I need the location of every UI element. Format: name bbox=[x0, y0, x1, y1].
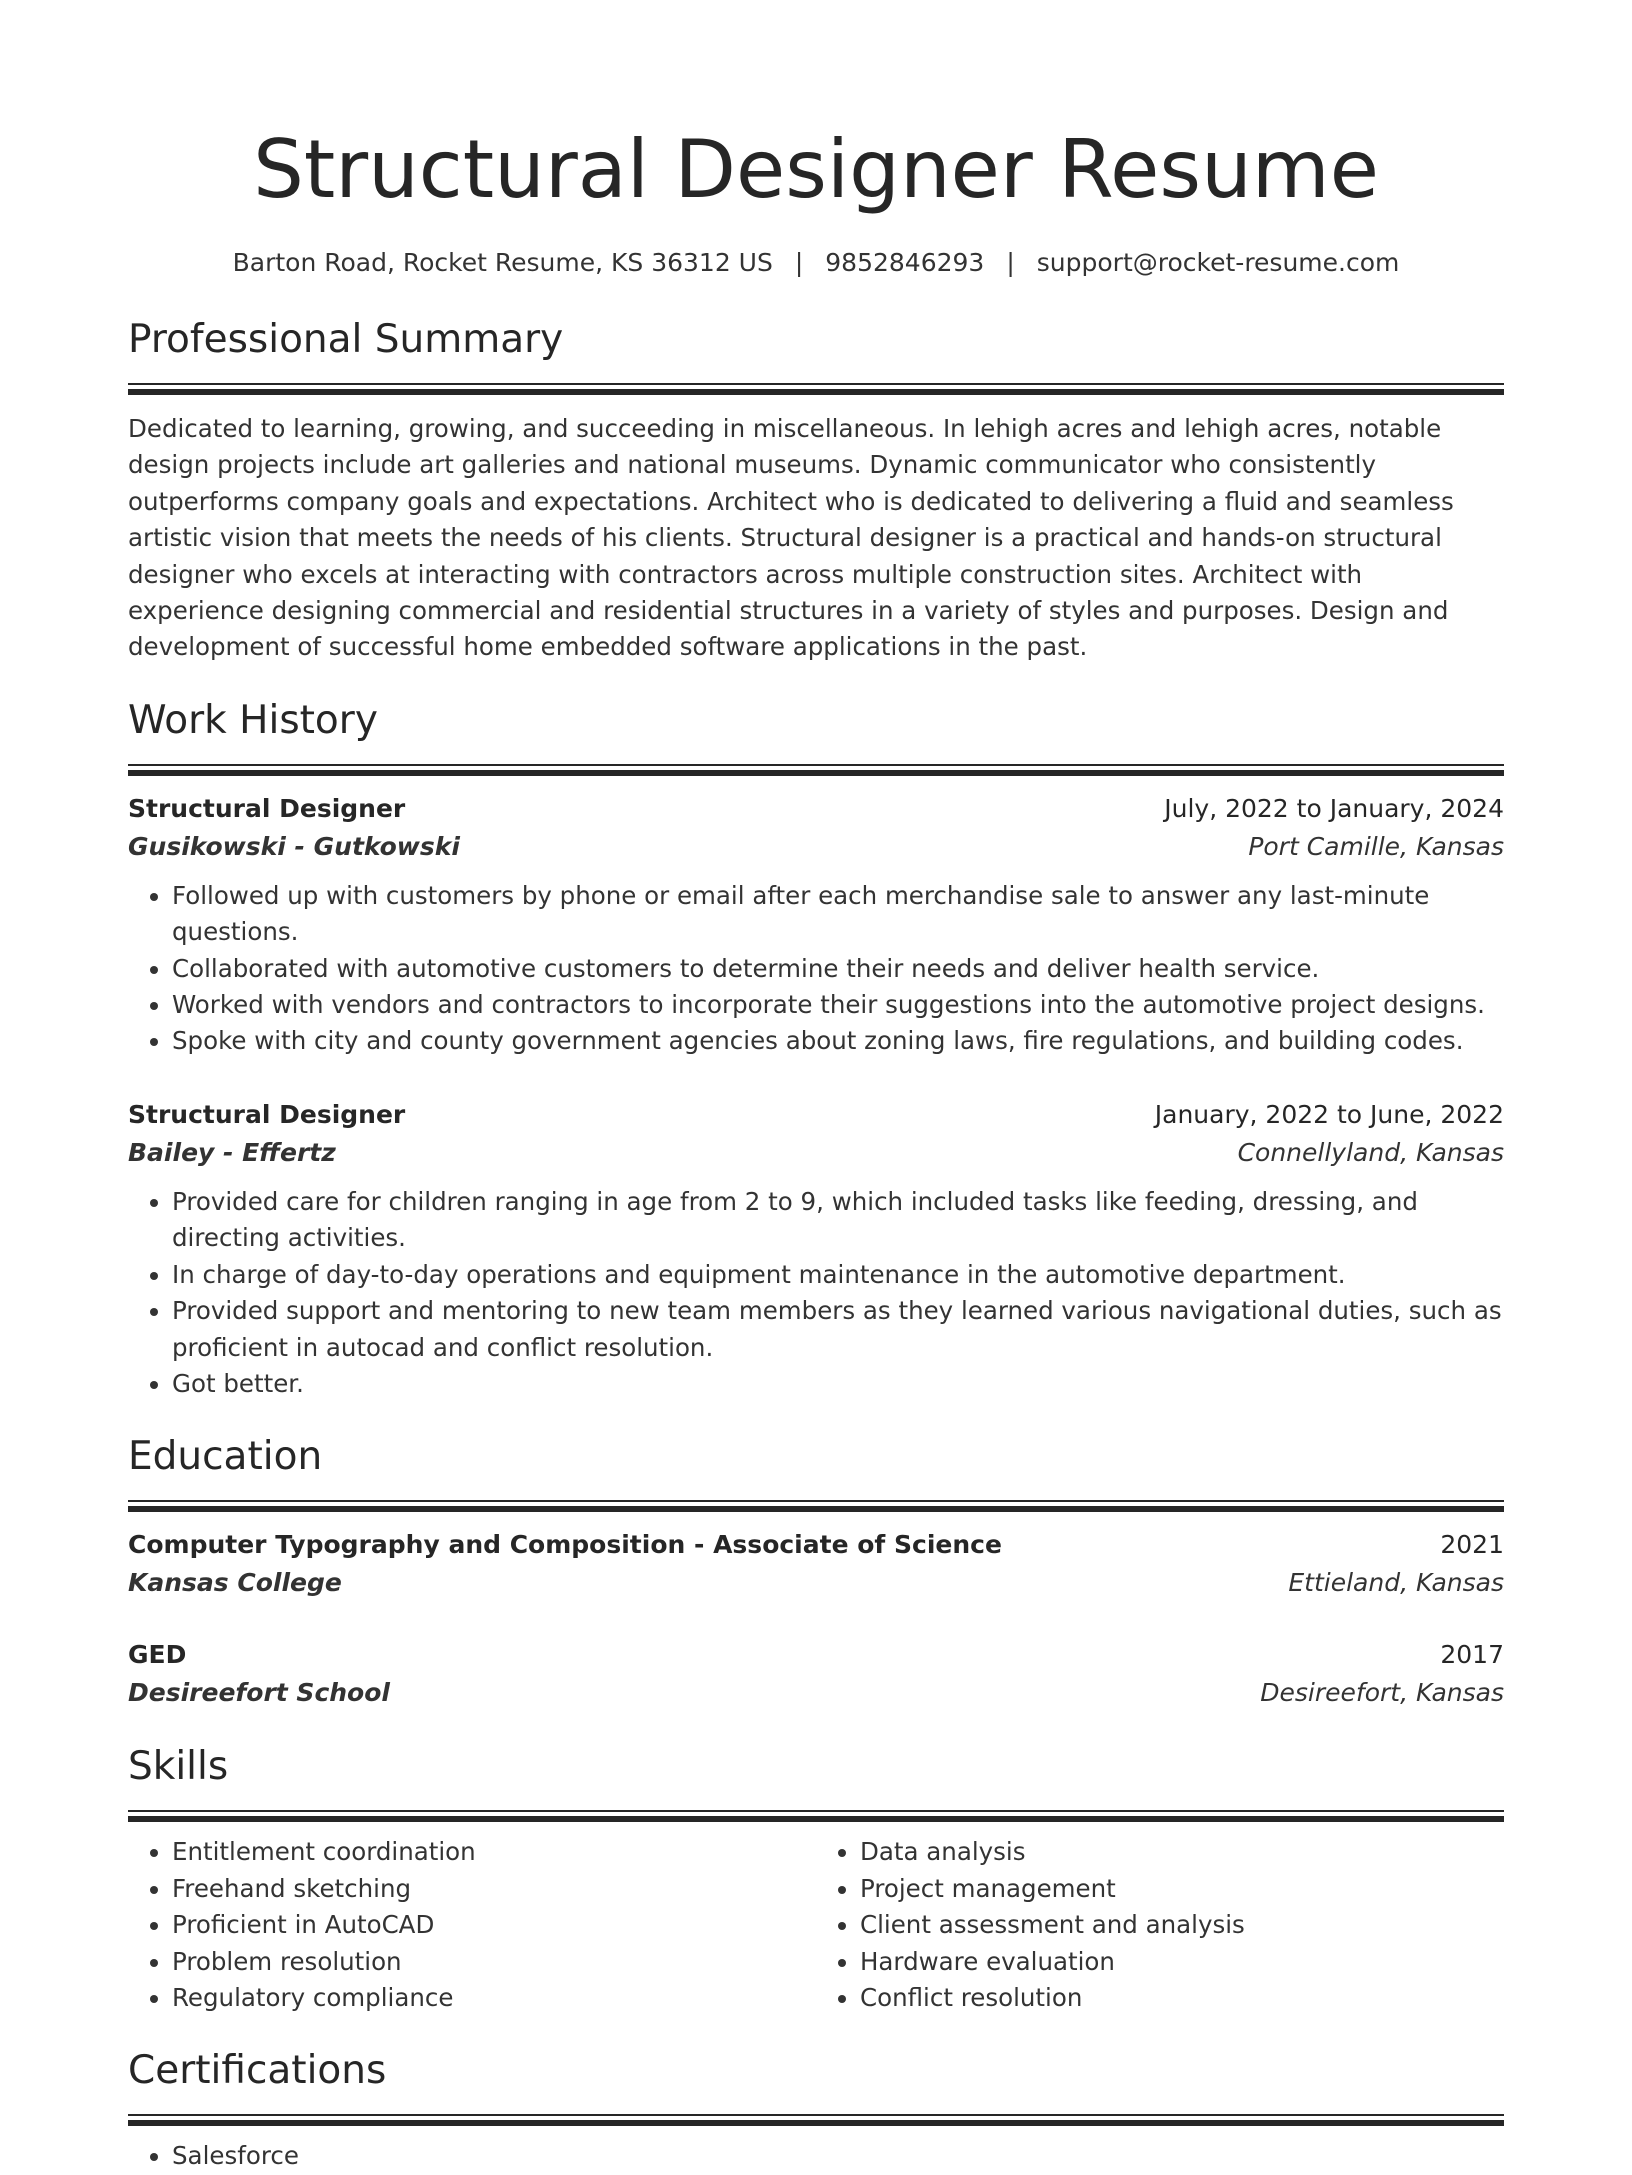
list-item: • Spoke with city and county government agencies about zoning laws, fire regulations, and building codes. bbox=[172, 1023, 1504, 1059]
list-item: • Provided support and mentoring to new team members as they learned various navigational duties, such as proficient in autocad and conflict resolution. bbox=[172, 1293, 1504, 1366]
skills-list-left bbox=[128, 1834, 816, 2016]
section-work-history bbox=[128, 696, 1504, 1402]
school: Kansas College bbox=[128, 1568, 342, 1598]
section-divider bbox=[128, 1810, 1504, 1822]
summary-text: Dedicated to learning, growing, and succeeding in miscellaneous. In lehigh acres and lehigh acres, notable design projects include art galleries and national museums. Dynamic communicator who consistently outperforms company goals and expectations. Architect who is dedicated to delivering a fluid and seamless artistic vision that meets the needs of his clients. Structural designer is a practical and hands-on structural designer who excels at interacting with contractors across multiple construction sites. Architect with experience designing commercial and residential structures in a variety of styles and purposes. Design and development of successful home embedded software applications in the past. bbox=[128, 414, 1454, 662]
email-link[interactable]: support@rocket-resume.com bbox=[1036, 248, 1400, 277]
resume-title: Structural Designer Resume bbox=[253, 123, 1379, 216]
contact-line bbox=[128, 248, 1504, 277]
certifications-list bbox=[128, 2138, 1504, 2174]
section-divider bbox=[128, 2114, 1504, 2126]
list-item: • In charge of day-to-day operations and equipment maintenance in the automotive department. bbox=[172, 1257, 1504, 1293]
job-location: Port Camille, Kansas bbox=[1248, 831, 1504, 861]
degree: Computer Typography and Composition - Associate of Science bbox=[128, 1530, 1002, 1560]
job-bullets bbox=[128, 1184, 1504, 1402]
section-certifications bbox=[128, 2046, 1504, 2174]
separator: | bbox=[794, 248, 804, 277]
section-title: Work History bbox=[128, 697, 378, 743]
section-title: Professional Summary bbox=[128, 317, 564, 362]
job-role: Structural Designer bbox=[128, 793, 406, 823]
section-skills bbox=[128, 1742, 1504, 2016]
skill-item: • Proficient in AutoCAD bbox=[172, 1907, 816, 1943]
section-education bbox=[128, 1432, 1504, 1712]
address: Barton Road, Rocket Resume, KS 36312 US bbox=[232, 248, 773, 277]
section-title: Education bbox=[128, 1434, 323, 1480]
school-location: Ettieland, Kansas bbox=[1288, 1568, 1504, 1598]
skill-item: • Project management bbox=[860, 1871, 1504, 1907]
skill-item: • Client assessment and analysis bbox=[860, 1907, 1504, 1943]
list-item: • Followed up with customers by phone or email after each merchandise sale to answer any last-minute questions. bbox=[172, 878, 1504, 951]
section-title: Skills bbox=[128, 1744, 229, 1790]
education-entry bbox=[128, 1636, 1504, 1712]
job-bullets bbox=[128, 878, 1504, 1060]
section-divider bbox=[128, 383, 1504, 395]
skills-list-right bbox=[816, 1834, 1504, 2016]
job-dates: January, 2022 to June, 2022 bbox=[1154, 1099, 1504, 1129]
section-title: Certifications bbox=[128, 2048, 387, 2094]
skills-columns bbox=[128, 1822, 1504, 2016]
skill-item: • Data analysis bbox=[860, 1834, 1504, 1870]
section-divider bbox=[128, 764, 1504, 776]
skill-item: • Hardware evaluation bbox=[860, 1944, 1504, 1980]
education-entry bbox=[128, 1526, 1504, 1602]
separator: | bbox=[1006, 248, 1015, 277]
degree: GED bbox=[128, 1640, 187, 1670]
section-summary bbox=[128, 315, 1504, 666]
job-dates: July, 2022 to January, 2024 bbox=[1164, 793, 1504, 823]
skill-item: • Freehand sketching bbox=[172, 1871, 816, 1907]
graduation-year: 2017 bbox=[1440, 1640, 1504, 1670]
school-location: Desireefort, Kansas bbox=[1260, 1678, 1504, 1708]
graduation-year: 2021 bbox=[1440, 1530, 1504, 1560]
skill-item: • Conflict resolution bbox=[860, 1980, 1504, 2016]
list-item: • Worked with vendors and contractors to incorporate their suggestions into the automotive project designs. bbox=[172, 987, 1504, 1023]
skill-item: • Regulatory compliance bbox=[172, 1980, 816, 2016]
school: Desireefort School bbox=[128, 1678, 390, 1708]
job-location: Connellyland, Kansas bbox=[1237, 1137, 1504, 1167]
section-divider bbox=[128, 1500, 1504, 1512]
job-company: Gusikowski - Gutkowski bbox=[128, 831, 460, 861]
certification-item: • Salesforce bbox=[172, 2138, 1504, 2174]
list-item: • Got better. bbox=[172, 1366, 1504, 1402]
skill-item: • Entitlement coordination bbox=[172, 1834, 816, 1870]
job-company: Bailey - Effertz bbox=[128, 1137, 336, 1167]
list-item: • Collaborated with automotive customers to determine their needs and deliver health service. bbox=[172, 951, 1504, 987]
phone: 9852846293 bbox=[825, 248, 985, 277]
list-item: • Provided care for children ranging in age from 2 to 9, which included tasks like feeding, dressing, and directing activities. bbox=[172, 1184, 1504, 1257]
job-role: Structural Designer bbox=[128, 1099, 406, 1129]
skill-item: • Problem resolution bbox=[172, 1944, 816, 1980]
job-entry bbox=[128, 790, 1504, 1060]
job-entry bbox=[128, 1096, 1504, 1402]
